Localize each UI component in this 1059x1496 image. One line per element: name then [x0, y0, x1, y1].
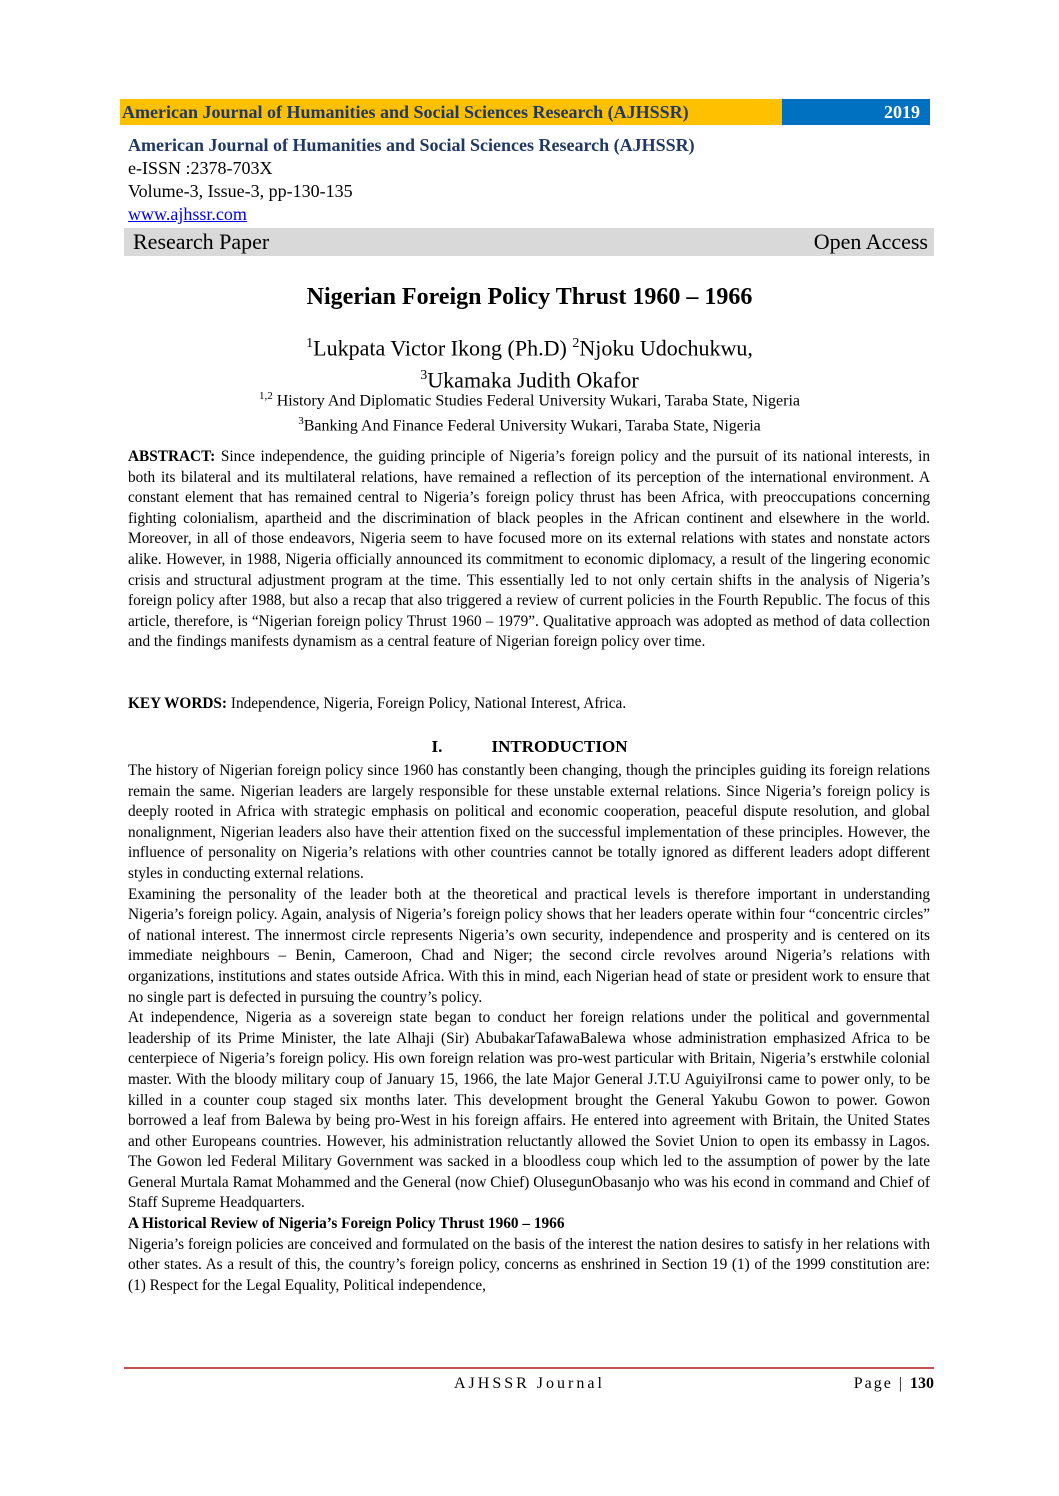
section-title: INTRODUCTION — [491, 737, 628, 756]
page-number: 130 — [910, 1375, 934, 1392]
page-label: Page | — [853, 1375, 910, 1392]
paragraph: Nigeria’s foreign policies are conceived and formulated on the basis of the interest the nation desires to satisfy in her relations with other states. As a result of this, the country’s foreign policy, concerns as enshrined in Section 19 (1) of the 1999 constitution are: (1) Respect for the Legal Equality, Political independence, — [128, 1235, 930, 1294]
journal-band-title: American Journal of Humanities and Social Sciences Research (AJHSSR) — [120, 99, 782, 125]
keywords — [128, 694, 930, 715]
paragraph: Examining the personality of the leader both at the theoretical and practical levels is therefore important in understanding Nigeria’s foreign policy. Again, analysis of Nigeria’s foreign policy shows that her leaders operate within four “concentric circles” of national interest. The innermost circle represents Nigeria’s own security, independence and prosperity and is centered on its immediate neighbours – Benin, Cameroon, Chad and Niger; the second circle revolves around Nigeria’s relations with organizations, institutions and states outside Africa. With this in mind, each Nigerian head of state or president work to ensure that no single part is defected in pursuing the country’s policy. — [128, 885, 930, 1006]
section-heading — [0, 736, 1059, 758]
affiliation-sup: 1,2 — [258, 390, 273, 402]
abstract-label: ABSTRACT: — [128, 448, 216, 465]
author-list — [0, 330, 1059, 395]
eissn: e-ISSN :2378-703X — [128, 158, 273, 178]
author-sup: 1 — [306, 336, 314, 351]
section-number: I. — [431, 737, 443, 756]
affiliation-text: History And Diplomatic Studies Federal University Wukari, Taraba State, Nigeria — [272, 392, 801, 410]
introduction-body — [128, 761, 930, 1296]
affiliations — [0, 386, 1059, 437]
journal-title: American Journal of Humanities and Social Sciences Research (AJHSSR) — [128, 135, 695, 155]
paper-title: Nigerian Foreign Policy Thrust 1960 – 1966 — [306, 284, 753, 310]
affiliation-text: Banking And Finance Federal University Wukari, Taraba State, Nigeria — [303, 417, 761, 435]
journal-header-band — [120, 99, 930, 125]
footer-divider — [124, 1367, 934, 1369]
keywords-label: KEY WORDS: — [128, 695, 228, 712]
footer-page — [854, 1373, 934, 1395]
open-access-label: Open Access — [813, 229, 928, 254]
footer-journal: AJHSSR Journal — [454, 1375, 605, 1392]
paragraph: At independence, Nigeria as a sovereign state began to conduct her foreign relations under the political and governmental leadership of its Prime Minister, the late Alhaji (Sir) AbubakarTafawaBalewa whose administration emphasized Africa to be centerpiece of Nigeria’s foreign policy. His own foreign relation was pro-west particular with Britain, Nigeria’s erstwhile colonial master. With the bloody military coup of January 15, 1966, the late Major General J.T.U AguiyiIronsi came to power only, to be killed in a counter coup staged six months later. This development brought the General Yakubu Gowon to power. Gowon borrowed a leaf from Balewa by being pro-West in his foreign affairs. He entered into agreement with Britain, the United States and other Europeans countries. However, his administration reluctantly allowed the Soviet Union to open its embassy in Lagos. The Gowon led Federal Military Government was sacked in a bloodless coup which led to the assumption of power by the late General Murtala Ramat Mohammed and the General (now Chief) OlusegunObasanjo who was his econd in command and Chief of Staff Supreme Headquarters. — [128, 1009, 930, 1212]
author-name: Njoku Udochukwu, — [579, 335, 753, 361]
keywords-text: Independence, Nigeria, Foreign Policy, National Interest, Africa. — [227, 695, 627, 712]
paper-type-label: Research Paper — [133, 229, 270, 254]
author-sup: 2 — [572, 336, 580, 351]
author-name: Ukamaka Judith Okafor — [427, 367, 639, 393]
journal-url-link[interactable]: www.ajhssr.com — [128, 204, 247, 224]
affiliation-sup: 3 — [298, 415, 304, 428]
paper-type-bar — [124, 228, 934, 256]
subsection-heading: A Historical Review of Nigeria’s Foreign Policy Thrust 1960 – 1966 — [128, 1215, 565, 1233]
author-name: Lukpata Victor Ikong (Ph.D) — [313, 335, 573, 361]
paragraph: The history of Nigerian foreign policy since 1960 has constantly been changing, though the principles guiding its foreign relations remain the same. Nigerian leaders are largely responsible for these unstable external relations. Since Nigeria’s foreign policy is deeply rooted in Africa with strategic emphasis on political and economic cooperation, peaceful dispute resolution, and global nonalignment, Nigerian leaders also have their attention fixed on the successful implementation of these principles. However, the influence of personality on Nigeria’s relations with other countries cannot be totally ignored as different leaders adopt different styles in conducting external relations. — [128, 762, 930, 882]
volume-info: Volume-3, Issue-3, pp-130-135 — [128, 181, 353, 201]
journal-meta — [128, 134, 928, 226]
journal-band-year: 2019 — [782, 99, 930, 125]
author-sup: 3 — [420, 368, 428, 384]
abstract-text: Since independence, the guiding principle of Nigeria’s foreign policy and the pursuit of its national interests, in both its bilateral and its multilateral relations, have remained a reflection of its perception of the international environment. A constant element that has remained central to Nigeria’s foreign policy thrust has been Africa, with preoccupations concerning fighting colonialism, apartheid and the discrimination of black peoples in the African continent and elsewhere in the world. Moreover, in all of those endeavors, Nigeria seem to have focused more on its external relations with states and nonstate actors alike. However, in 1988, Nigeria officially announced its commitment to economic diplomacy, a result of the lingering economic crisis and structural adjustment program at the time. This essentially led to not only certain shifts in the analysis of Nigeria’s foreign policy after 1988, but also a recap that also triggered a review of current policies in the Fourth Republic. The focus of this article, therefore, is “Nigerian foreign policy Thrust 1960 – 1979”. Qualitative approach was adopted as method of data collection and the findings manifests dynamism as a central feature of Nigerian foreign policy over time. — [128, 448, 930, 651]
abstract — [128, 447, 930, 653]
